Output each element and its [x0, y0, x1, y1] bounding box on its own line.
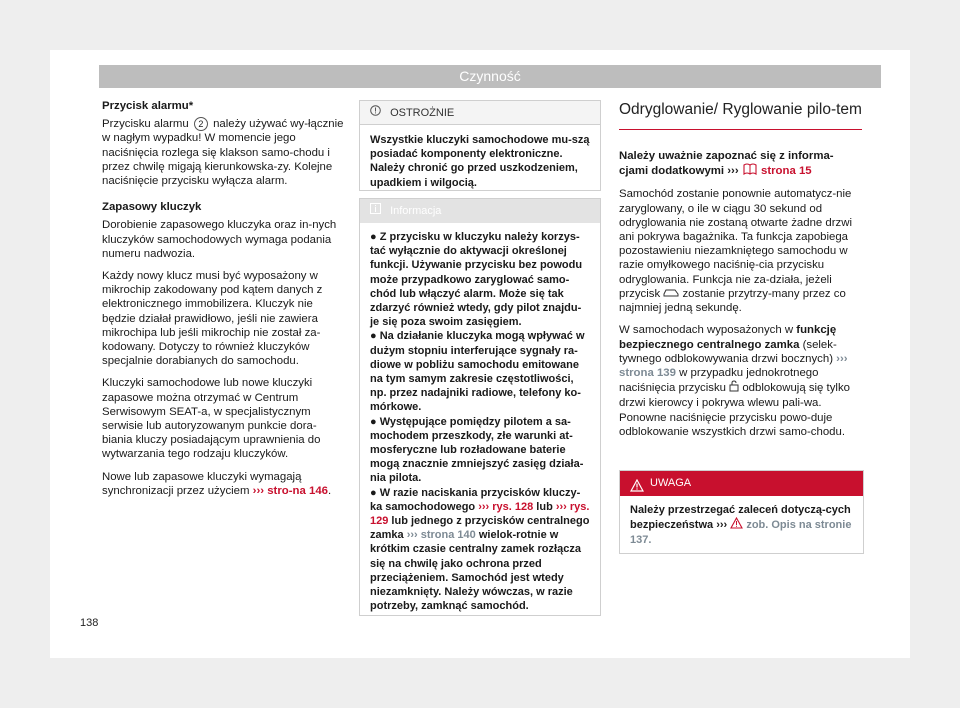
page-link[interactable]: zob. Opis na stronie 137.: [630, 519, 852, 547]
text: .: [328, 484, 332, 497]
info-bullet: ● Z przycisku w kluczyku należy korzys-tać wyłącznie do aktywacji określonej funkcji. Używanie przycisku bez powodu może przypadkowo zaryglować samo-chód lub włączyć alarm. Może się tak zdarzyć również wtedy, gdy pilot znajdu-je się poza swoim zasięgiem.: [370, 231, 583, 329]
heading-alarm: Przycisk alarmu*: [102, 100, 194, 112]
paragraph-sync: [102, 470, 345, 498]
link-arrows: ›››: [716, 519, 728, 532]
page-number: 138: [80, 617, 99, 629]
page-link[interactable]: ››› strona 139: [619, 352, 848, 379]
paragraph-microchip: Każdy nowy klucz musi być wyposażony w mikrochip zakodowany pod kątem danych z elektronicznego immobilizera. Kluczyk nie będzie działał prawidłowo, jeśli nie zawiera mikrochipa lub jeśli mikrochip nie został za-kodowany. Dotyczy to również kluczyków specjalnie dorabianych do samochodu.: [102, 270, 323, 368]
figure-link[interactable]: ››› rys. 128: [478, 500, 534, 513]
chapter-header: Czynność: [99, 65, 881, 88]
info-title: Informacja: [390, 205, 442, 217]
info-bullet: [370, 486, 590, 614]
info-bullet: ● Występujące pomiędzy pilotem a sa-mochodem przeszkody, złe warunki at-mosferyczne lub rozładowane baterie mogą znacznie zmniejszyć zasięg działa-nia pilota.: [370, 415, 584, 485]
text: Samochód zostanie ponownie automatycz-nie zaryglowany, o ile w ciągu 30 sekund od odryglowania nie zostaną otwarte żadne drzwi ani pokrywa bagażnika. Ta funkcja zapobiega pozostawieniu niezamkniętego samochodu w razie omyłkowego naciśnię-cia przycisku odryglowania. Funkcja nie za-działa, jeżeli przycisk: [619, 188, 853, 300]
text: Przycisku alarmu: [102, 118, 189, 131]
info-icon: [370, 199, 381, 223]
info-box: [359, 198, 601, 616]
text: ● W razie naciskania przycisków kluczy-ka samochodowego: [370, 486, 581, 513]
text: w przypadku jednokrotnego naciśnięcia przycisku: [619, 366, 819, 395]
text: W samochodach wyposażonych w: [619, 324, 794, 337]
paragraph-read-info: [619, 149, 862, 179]
padlock-open-icon: [729, 380, 739, 396]
caution-header: [360, 101, 600, 125]
paragraph-auto-lock: [619, 187, 862, 315]
paragraph-spare-key: Dorobienie zapasowego kluczyka oraz in-nych kluczyków samochodowych wymaga podania numeru nadwozia.: [102, 219, 337, 260]
text: Nowe lub zapasowe kluczyki wymagają synchronizacji przez użyciem: [102, 470, 302, 497]
info-content: [360, 223, 600, 620]
page-link[interactable]: ››› stro-na 146: [252, 484, 328, 497]
text: lub: [536, 500, 553, 513]
left-column: [102, 99, 345, 506]
section-title: Odryglowanie/ Ryglowanie pilo-tem: [619, 100, 862, 130]
page-link[interactable]: strona 15: [760, 165, 812, 178]
text: (selek-tywnego odblokowywania drzwi bocznych): [619, 338, 837, 365]
warning-title: UWAGA: [650, 477, 692, 489]
caution-icon: [370, 101, 381, 125]
text: należy używać wy-łącznie w nagłym wypadku! W momencie jego naciśnięcia rozlega się klakson samo-chodu i przez chwilę migają kierunkowska-zy. Kolejne naciśnięcie przycisku wyłącza alarm.: [102, 118, 344, 188]
text: odblokowują się tylko drzwi kierowcy i pokrywa wlewu pali-wa. Ponowne naciśnięcie przycisku powo-duje odblokowanie wszystkich drzwi samo-chodu.: [619, 382, 850, 438]
document-page: [50, 50, 910, 658]
car-unlock-icon: [663, 287, 679, 301]
caution-title: OSTROŻNIE: [390, 107, 455, 119]
text: zostanie przytrzy-many przez co najmniej jedną sekundę.: [619, 287, 846, 315]
text: funkcję bezpiecznego centralnego zamka: [619, 324, 837, 351]
link-arrows: ›››: [727, 165, 739, 178]
caution-text: Wszystkie kluczyki samochodowe mu-szą posiadać komponenty elektroniczne. Należy chronić go przed uszkodzeniem, upadkiem i wilgocią.: [370, 134, 590, 189]
info-header: [360, 199, 600, 223]
text: Należy przestrzegać zaleceń dotyczą-cych bezpieczeństwa: [630, 504, 851, 532]
figure-link[interactable]: ››› rys. 129: [370, 500, 590, 528]
warning-triangle-icon: [730, 517, 743, 533]
warning-header: [620, 471, 863, 496]
warning-text: [620, 496, 863, 555]
paragraph-alarm: [102, 117, 345, 188]
caution-box: [359, 100, 601, 191]
text: lub jednego z przycisków centralnego zamka: [370, 515, 590, 542]
heading-spare-key: Zapasowy kluczyk: [102, 201, 202, 214]
page-link[interactable]: ››› strona 140: [406, 529, 476, 542]
text: wielok-rotnie w krótkim czasie centralny zamek rozłącza się na chwilę jako ochrona przed przeciążeniem. Samochód jest wtedy niezamknięty. Należy wówczas, w razie potrzeby, zamknąć samochód.: [370, 529, 581, 613]
text: Należy uważnie zapoznać się z informa-cjami dodatkowymi: [619, 150, 834, 178]
info-bullet: ● Na działanie kluczyka mogą wpływać w dużym stopniu interferujące sygnały ra-diowe w pobliżu samochodu emitowane na tym samym zakresie częstotliwości, np. przez nadajniki radiowe, telefony ko-mórkowe.: [370, 330, 585, 414]
callout-number: 2: [194, 117, 208, 131]
paragraph-safe-lock: [619, 323, 862, 439]
right-column: [619, 149, 862, 447]
paragraph-service: Kluczyki samochodowe lub nowe kluczyki zapasowe można otrzymać w Centrum Serwisowym SEAT-a, w specjalistycznym serwisie lub autoryzowanym punkcie dora-biania kluczy posiadającym uprawnienia do wytwarzania tego rodzaju kluczyków.: [102, 377, 321, 461]
book-icon: [742, 163, 758, 179]
warning-triangle-icon: [630, 477, 644, 502]
warning-box: [619, 470, 864, 554]
